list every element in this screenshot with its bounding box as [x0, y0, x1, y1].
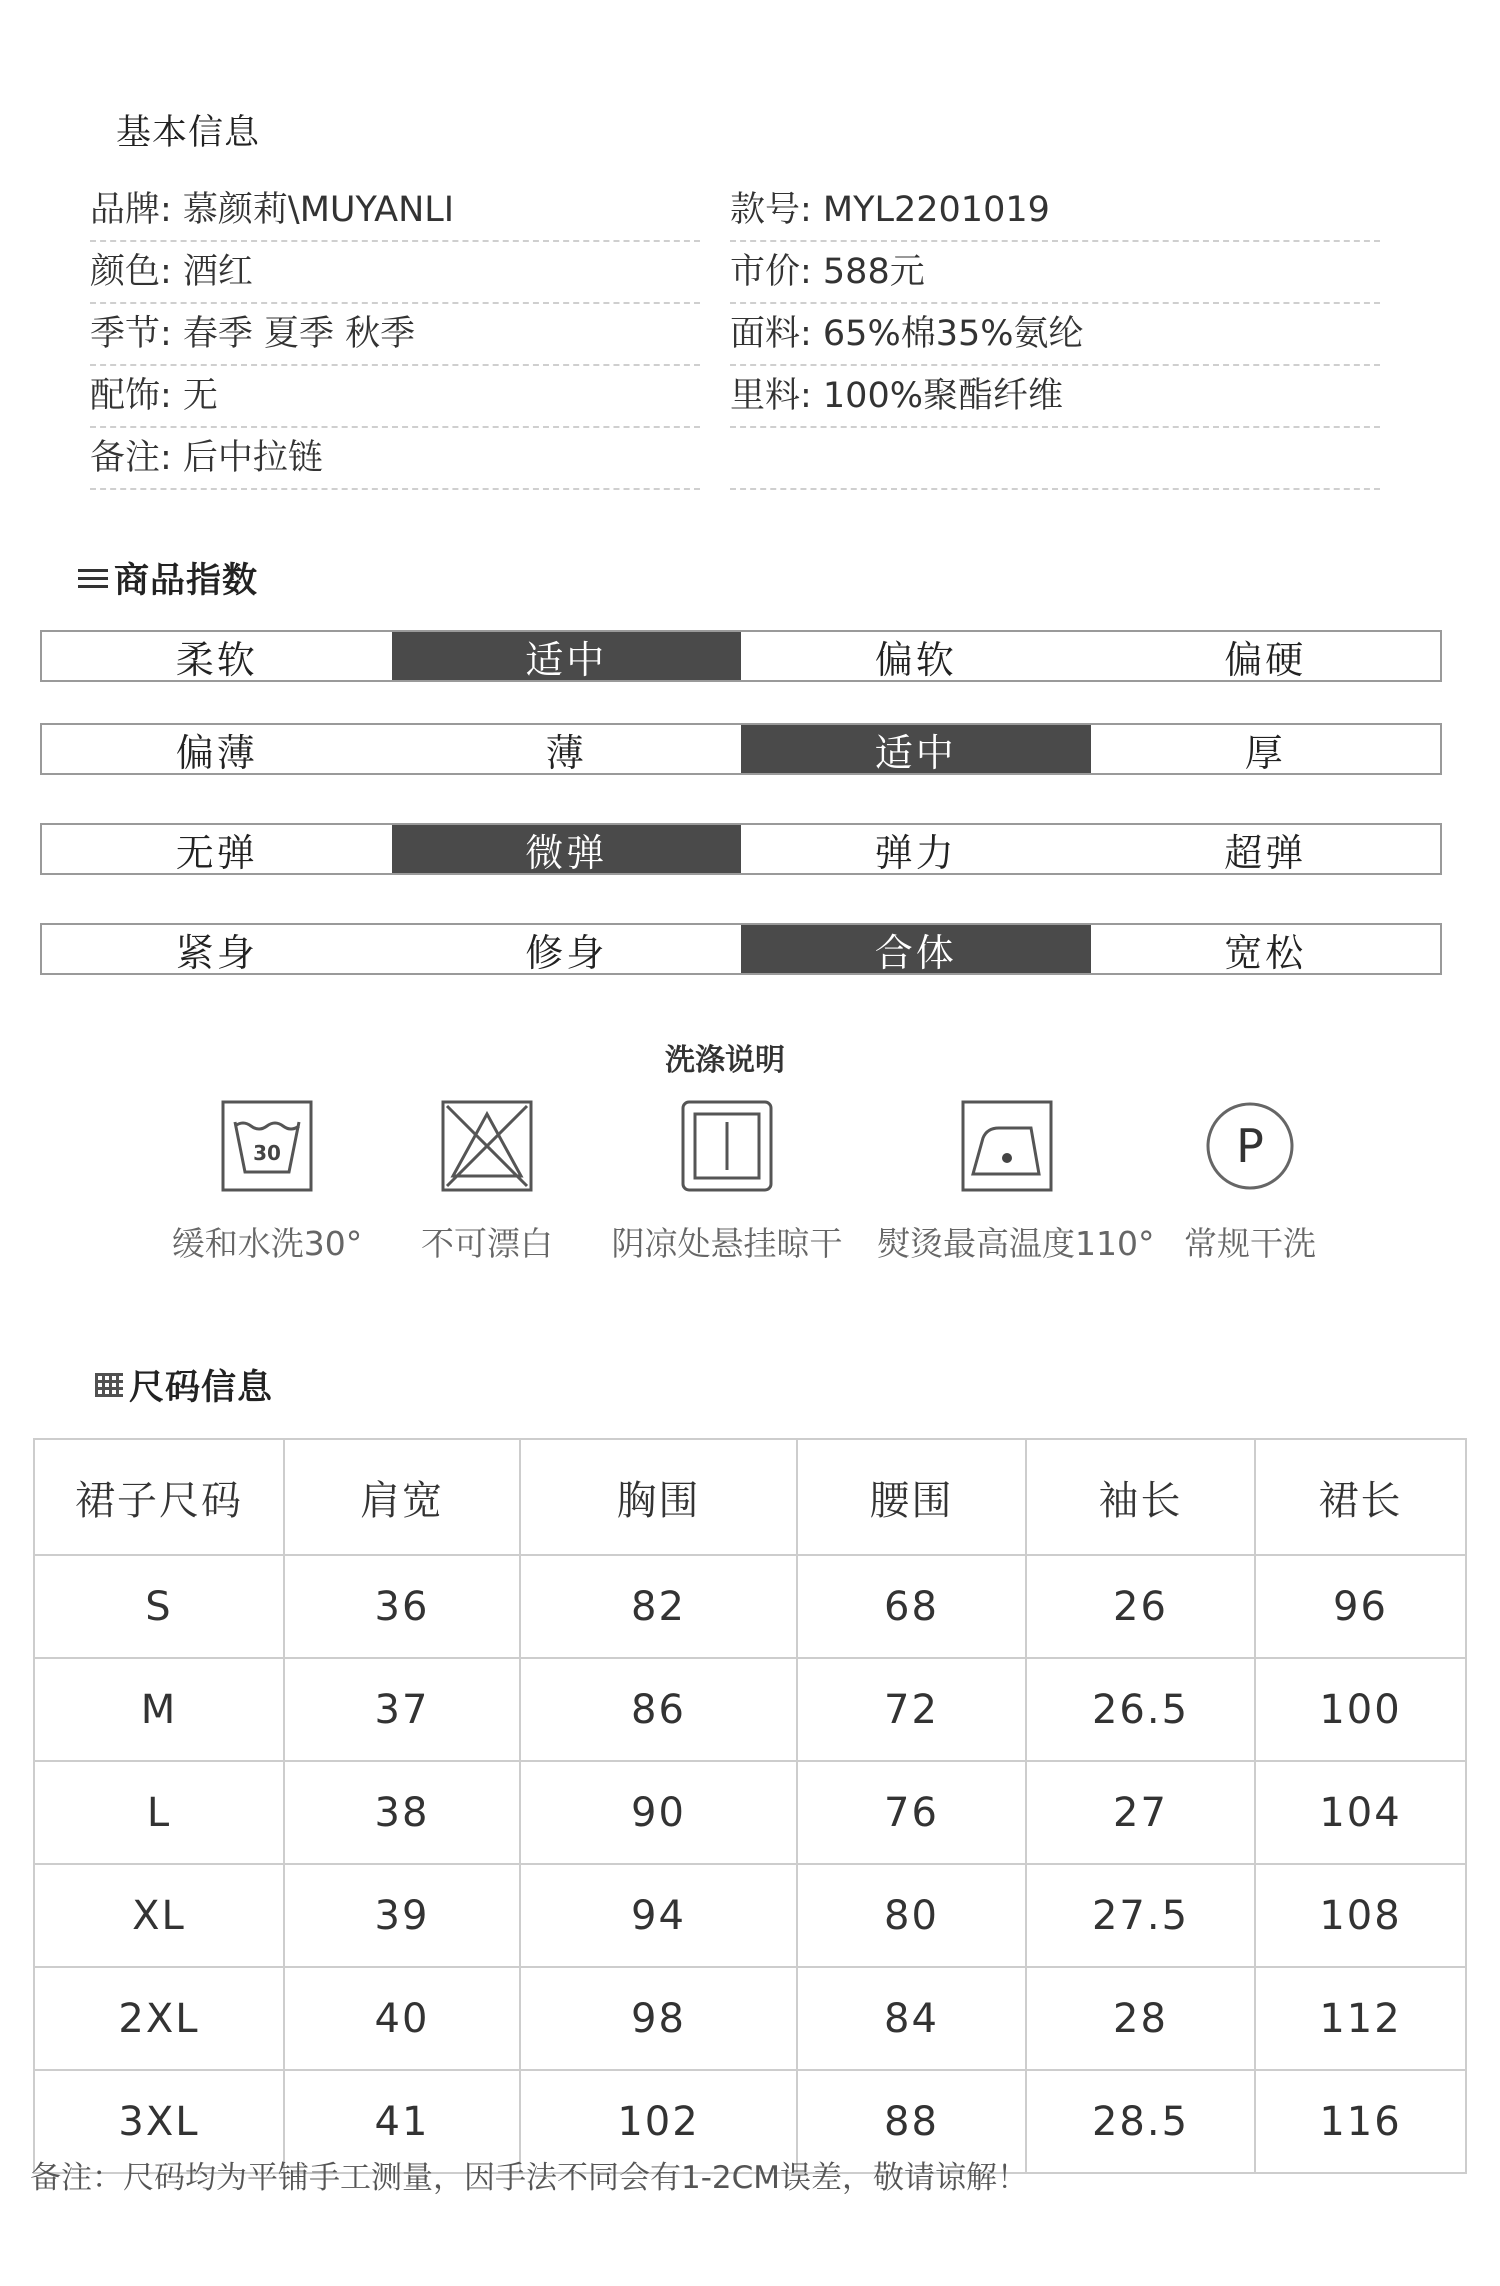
info-brand: 品牌: 慕颜莉\MUYANLI	[90, 180, 700, 242]
info-season: 季节: 春季 夏季 秋季	[90, 304, 700, 366]
no-bleach-icon	[441, 1100, 533, 1192]
table-cell: XL	[34, 1864, 284, 1967]
info-color: 颜色: 酒红	[90, 242, 700, 304]
info-empty	[730, 428, 1380, 490]
table-cell: 37	[284, 1658, 520, 1761]
table-row	[34, 1864, 1466, 1967]
table-cell: 94	[520, 1864, 797, 1967]
wash-item	[1120, 1100, 1380, 1265]
size-table-header-cell: 裙长	[1255, 1439, 1466, 1555]
product-index-title: 商品指数	[114, 561, 259, 601]
dry-clean-icon	[1204, 1100, 1296, 1192]
table-cell: 72	[797, 1658, 1026, 1761]
table-cell: 98	[520, 1967, 797, 2070]
basic-info-title: 基本信息	[116, 113, 261, 153]
index-option: 薄	[545, 730, 587, 775]
table-cell: S	[34, 1555, 284, 1658]
info-lining: 里料: 100%聚酯纤维	[730, 366, 1380, 428]
wash-item	[597, 1100, 857, 1265]
size-table-header-cell: 裙子尺码	[34, 1439, 284, 1555]
info-row	[90, 366, 1290, 428]
info-style-number: 款号: MYL2201019	[730, 180, 1380, 242]
size-table-header-cell: 胸围	[520, 1439, 797, 1555]
table-cell: 36	[284, 1555, 520, 1658]
table-row	[34, 1967, 1466, 2070]
index-option: 厚	[1244, 730, 1286, 775]
index-option: 偏硬	[1224, 637, 1307, 682]
table-row	[34, 1761, 1466, 1864]
table-cell: M	[34, 1658, 284, 1761]
iron-icon	[961, 1100, 1053, 1192]
info-fabric: 面料: 65%棉35%氨纶	[730, 304, 1380, 366]
index-bar	[40, 723, 1442, 775]
table-cell: 84	[797, 1967, 1026, 2070]
table-cell: 26	[1026, 1555, 1255, 1658]
table-cell: 104	[1255, 1761, 1466, 1864]
info-row	[90, 428, 1290, 490]
index-option: 宽松	[1224, 930, 1307, 975]
table-cell: 76	[797, 1761, 1026, 1864]
index-option-selected: 合体	[741, 925, 1091, 973]
table-cell: 28.5	[1026, 2070, 1255, 2173]
wash-item	[357, 1100, 617, 1265]
product-index-heading	[78, 553, 258, 603]
size-note: 备注：尺码均为平铺手工测量，因手法不同会有1-2CM误差，敬请谅解！	[30, 2160, 1029, 2196]
index-option: 偏软	[874, 637, 957, 682]
table-row	[34, 1658, 1466, 1761]
wash-label: 熨烫最高温度110°	[877, 1224, 1155, 1263]
size-table-header-cell: 腰围	[797, 1439, 1026, 1555]
info-accessory: 配饰: 无	[90, 366, 700, 428]
table-cell: 39	[284, 1864, 520, 1967]
table-cell: 88	[797, 2070, 1026, 2173]
info-row	[90, 304, 1290, 366]
index-option-selected: 微弹	[392, 825, 742, 873]
table-cell: 38	[284, 1761, 520, 1864]
index-option: 超弹	[1224, 830, 1307, 875]
table-cell: 2XL	[34, 1967, 284, 2070]
info-market-price: 市价: 588元	[730, 242, 1380, 304]
table-cell: 41	[284, 2070, 520, 2173]
info-remark: 备注: 后中拉链	[90, 428, 700, 490]
table-cell: 68	[797, 1555, 1026, 1658]
index-option: 柔软	[175, 637, 258, 682]
table-cell: 3XL	[34, 2070, 284, 2173]
table-cell: 116	[1255, 2070, 1466, 2173]
table-cell: L	[34, 1761, 284, 1864]
index-bar	[40, 923, 1442, 975]
size-table-header-cell: 肩宽	[284, 1439, 520, 1555]
list-icon	[78, 567, 108, 589]
table-cell: 90	[520, 1761, 797, 1864]
table-cell: 40	[284, 1967, 520, 2070]
table-cell: 112	[1255, 1967, 1466, 2070]
wash-item	[877, 1100, 1155, 1265]
index-option-selected: 适中	[392, 632, 742, 680]
index-option: 修身	[525, 930, 608, 975]
size-table-header	[34, 1439, 1466, 1555]
table-row	[34, 1555, 1466, 1658]
line-dry-shade-icon	[681, 1100, 773, 1192]
table-cell: 102	[520, 2070, 797, 2173]
wash-label: 不可漂白	[421, 1224, 553, 1263]
table-icon	[95, 1373, 123, 1397]
wash-temperature-text: 30	[253, 1141, 281, 1165]
wash-label: 缓和水洗30°	[171, 1224, 363, 1263]
index-option-selected: 适中	[741, 725, 1091, 773]
size-table	[33, 1438, 1467, 2174]
size-info-heading	[95, 1360, 273, 1410]
washing-title: 洗涤说明	[665, 1043, 785, 1078]
table-cell: 100	[1255, 1658, 1466, 1761]
index-option: 偏薄	[175, 730, 258, 775]
size-table-body	[34, 1555, 1466, 2173]
size-info-title: 尺码信息	[129, 1368, 274, 1408]
wash-label: 阴凉处悬挂晾干	[611, 1224, 843, 1263]
table-cell: 96	[1255, 1555, 1466, 1658]
table-cell: 80	[797, 1864, 1026, 1967]
info-row	[90, 242, 1290, 304]
size-table-header-cell: 袖长	[1026, 1439, 1255, 1555]
table-cell: 26.5	[1026, 1658, 1255, 1761]
wash-30-icon	[221, 1100, 313, 1192]
index-option: 紧身	[175, 930, 258, 975]
table-cell: 27.5	[1026, 1864, 1255, 1967]
table-cell: 86	[520, 1658, 797, 1761]
table-cell: 27	[1026, 1761, 1255, 1864]
dry-clean-letter: P	[1236, 1119, 1264, 1173]
table-cell: 28	[1026, 1967, 1255, 2070]
info-row	[90, 180, 1290, 242]
table-cell: 108	[1255, 1864, 1466, 1967]
index-bar	[40, 630, 1442, 682]
index-option: 无弹	[175, 830, 258, 875]
index-option: 弹力	[874, 830, 957, 875]
index-bar	[40, 823, 1442, 875]
wash-label: 常规干洗	[1184, 1224, 1316, 1263]
washing-instructions	[0, 1100, 1500, 1280]
table-cell: 82	[520, 1555, 797, 1658]
